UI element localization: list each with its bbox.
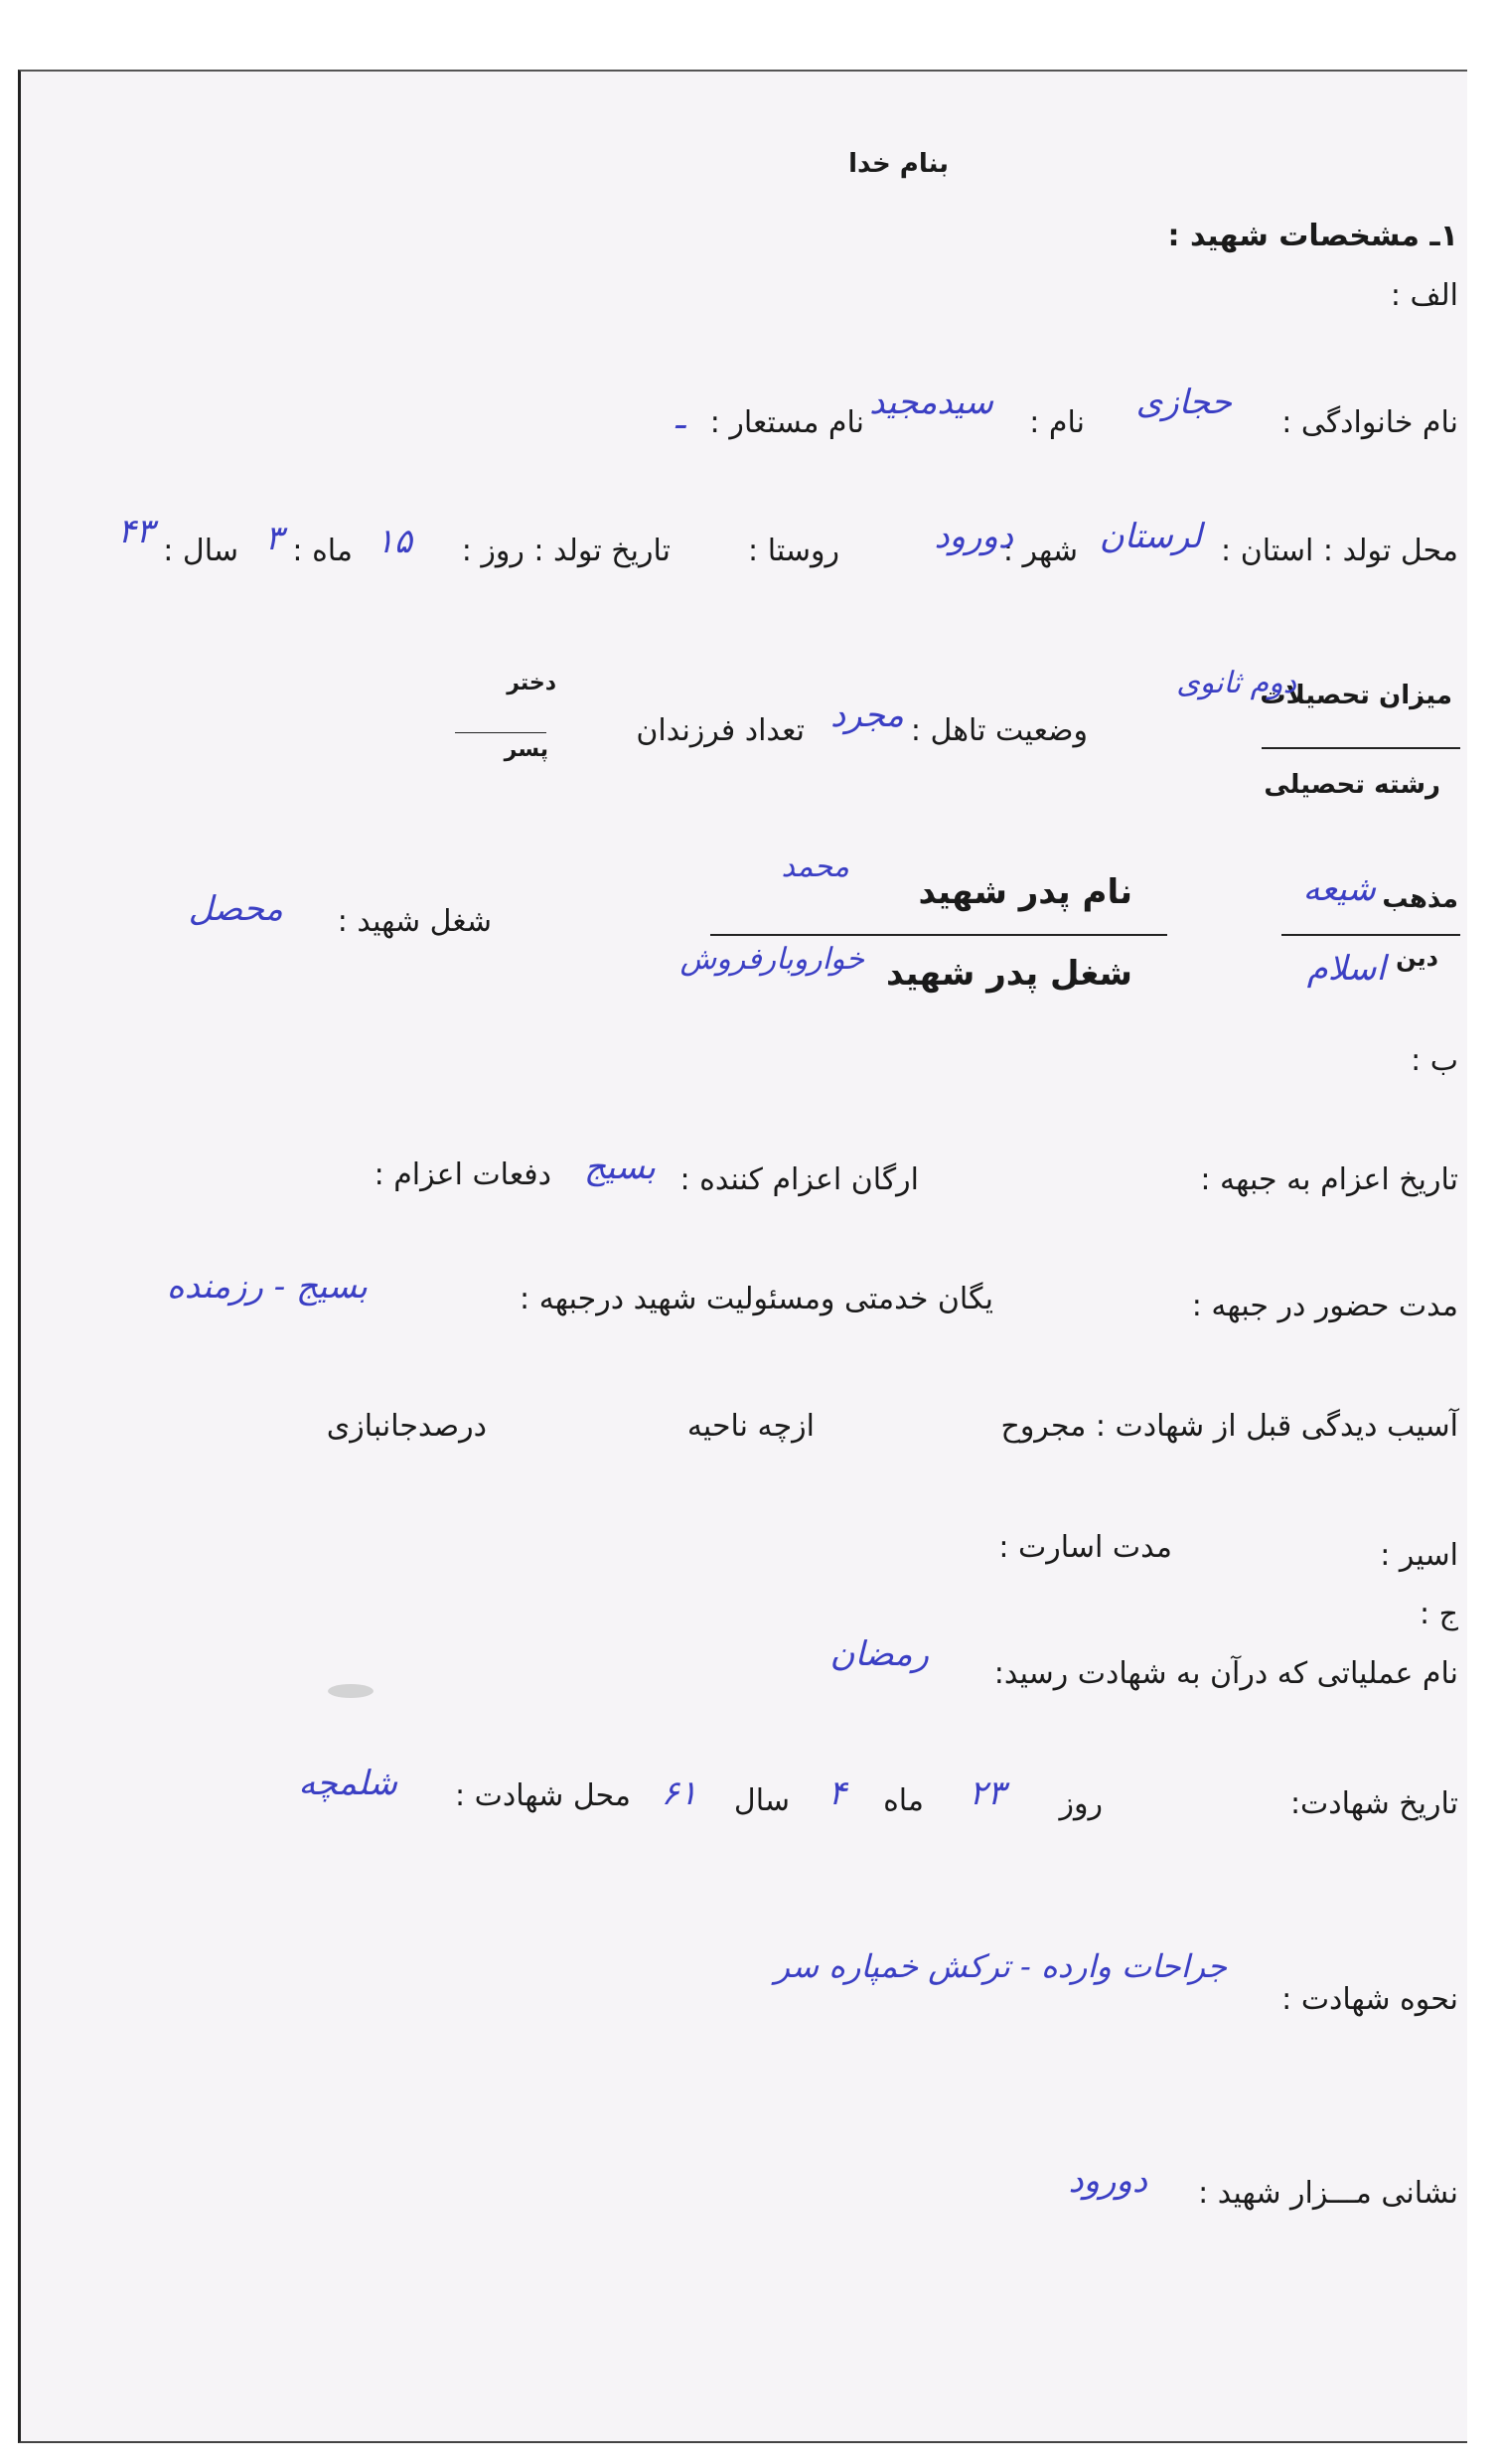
children-divider [455, 732, 546, 733]
unit-label: یگان خدمتی ومسئولیت شهید درجبهه : [520, 1282, 993, 1316]
children-count-label: تعداد فرزندان [636, 713, 805, 748]
father-job-value: خواروبارفروش [679, 942, 864, 977]
martyrdom-place-label: محل شهادت : [454, 1778, 631, 1813]
religion-label: مذهب [1382, 884, 1458, 914]
education-value: دوم ثانوی [1176, 666, 1296, 700]
religion-divider [1281, 934, 1460, 936]
veteran-percent-label: درصدجانبازی [326, 1409, 487, 1444]
alias-value: ـ [675, 397, 685, 437]
marital-status-label: وضعیت تاهل : [910, 713, 1088, 748]
injury-area-label: ازچه ناحیه [686, 1409, 815, 1444]
martyrdom-month-value: ۴ [827, 1773, 846, 1813]
birth-month-value: ۳ [264, 519, 283, 558]
martyrdom-year-label: سال [733, 1783, 790, 1818]
alias-label: نام مستعار : [709, 405, 864, 440]
province-value: لرستان [1099, 517, 1202, 556]
captive-label: اسیر : [1380, 1538, 1458, 1573]
part-b-label: ب : [1411, 1043, 1458, 1078]
faith-value: اسلام [1306, 949, 1386, 989]
birth-year-value: ۴۳ [117, 512, 154, 551]
operation-value: رمضان [829, 1634, 929, 1674]
martyr-job-value: محصل [188, 889, 283, 929]
dispatch-date-label: تاریخ اعزام به جبهه : [1200, 1162, 1458, 1197]
smudge-mark [328, 1684, 374, 1698]
education-label: میزان تحصیلات [1260, 681, 1452, 710]
son-label: پسر [504, 737, 548, 762]
marital-status-value: مجرد [829, 695, 904, 735]
first-name-label: نام : [1029, 405, 1085, 440]
education-divider [1262, 747, 1460, 749]
part-a-label: الف : [1390, 278, 1458, 313]
martyrdom-manner-label: نحوه شهادت : [1281, 1982, 1458, 2017]
front-duration-label: مدت حضور در جبهه : [1191, 1289, 1458, 1323]
operation-label: نام عملیاتی که درآن به شهادت رسید: [993, 1656, 1458, 1691]
dispatch-org-value: بسیج [583, 1148, 656, 1187]
martyrdom-month-label: ماه [883, 1783, 924, 1818]
martyrdom-place-value: شلمچه [298, 1764, 397, 1803]
captivity-duration-label: مدت اسارت : [998, 1530, 1172, 1565]
father-job-label: شغل پدر شهید [885, 954, 1132, 994]
religion-value: شیعه [1302, 869, 1376, 909]
injury-label: آسیب دیدگی قبل از شهادت : مجروح [1000, 1409, 1458, 1444]
bleed-through-text [1430, 179, 1440, 214]
birth-month-label: ماه : [292, 534, 353, 568]
page-title: بنام خدا [848, 149, 949, 179]
city-label: شهر : [1002, 534, 1078, 568]
first-name-value: سیدمجید [869, 383, 993, 422]
martyr-job-label: شغل شهید : [337, 904, 492, 939]
martyrdom-day-value: ۲۳ [969, 1773, 1005, 1813]
martyrdom-manner-value: جراحات وارده - ترکش خمپاره سر [774, 1947, 1227, 1985]
dispatch-org-label: ارگان اعزام کننده : [679, 1162, 919, 1197]
martyrdom-day-label: روز [1059, 1786, 1103, 1821]
martyrdom-year-value: ۶۱ [661, 1773, 697, 1813]
field-of-study-label: رشته تحصیلی [1264, 770, 1440, 800]
grave-address-label: نشانی مـــزار شهید : [1198, 2176, 1458, 2211]
grave-address-value: دورود [1068, 2161, 1147, 2201]
village-label: روستا : [748, 534, 839, 568]
part-c-label: ج : [1419, 1597, 1458, 1631]
father-name-label: نام پدر شهید [918, 872, 1132, 912]
martyrdom-date-label: تاریخ شهادت: [1289, 1786, 1458, 1821]
daughter-label: دختر [507, 671, 556, 695]
father-name-value: محمد [781, 849, 849, 884]
family-name-label: نام خانوادگی : [1281, 405, 1458, 440]
city-value: دورود [934, 517, 1013, 556]
section-heading: ۱ـ مشخصات شهید : [1167, 219, 1458, 253]
birthplace-label: محل تولد : استان : [1221, 534, 1458, 568]
birthdate-label: تاریخ تولد : روز : [461, 534, 671, 568]
birth-day-value: ۱۵ [375, 522, 412, 561]
father-divider [710, 934, 1167, 936]
birth-year-label: سال : [163, 534, 238, 568]
family-name-value: حجازی [1135, 383, 1232, 422]
faith-label: دین [1396, 944, 1438, 972]
dispatch-count-label: دفعات اعزام : [374, 1157, 551, 1192]
unit-value: بسیج - رزمنده [166, 1267, 368, 1307]
